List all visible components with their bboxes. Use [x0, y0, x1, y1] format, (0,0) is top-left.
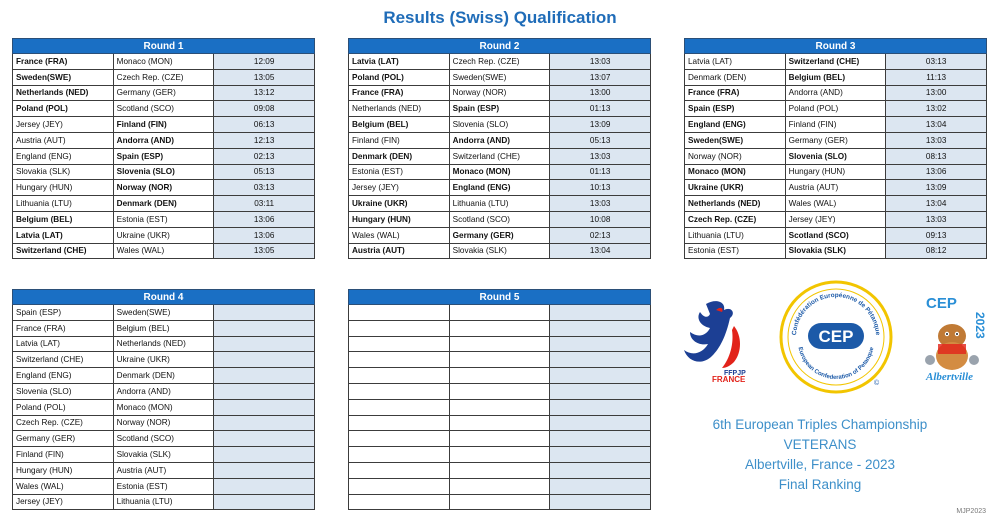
team-b: Ukraine (UKR) — [113, 352, 214, 368]
svg-text:European Confederation of Peta: European Confederation of Petanque — [796, 346, 876, 382]
team-a — [349, 320, 450, 336]
round-3-table — [684, 38, 987, 259]
team-a: Denmark (DEN) — [685, 69, 786, 85]
team-a: Denmark (DEN) — [349, 148, 450, 164]
match-row — [349, 447, 651, 463]
round-4-table — [12, 289, 315, 510]
match-score — [214, 352, 315, 368]
team-a: Latvia (LAT) — [349, 54, 450, 70]
match-score — [550, 447, 651, 463]
match-score: 13:09 — [886, 180, 987, 196]
team-b: Andorra (AND) — [113, 383, 214, 399]
match-score: 13:03 — [886, 132, 987, 148]
team-a — [349, 447, 450, 463]
match-row — [13, 352, 315, 368]
match-row — [349, 148, 651, 164]
team-a: Jersey (JEY) — [13, 494, 114, 510]
team-a — [349, 415, 450, 431]
match-score: 13:04 — [550, 243, 651, 259]
team-a: Sweden(SWE) — [685, 132, 786, 148]
championship-info — [700, 415, 940, 495]
match-row — [13, 227, 315, 243]
team-a — [349, 462, 450, 478]
team-b: Finland (FIN) — [785, 117, 886, 133]
match-score — [550, 320, 651, 336]
match-row — [13, 243, 315, 259]
round-1-table — [12, 38, 315, 259]
match-score: 10:13 — [550, 180, 651, 196]
match-row — [13, 132, 315, 148]
match-row — [685, 164, 987, 180]
match-row — [685, 117, 987, 133]
team-a: Poland (POL) — [349, 69, 450, 85]
team-a: Lithuania (LTU) — [13, 196, 114, 212]
team-a: Finland (FIN) — [349, 132, 450, 148]
team-b: Slovakia (SLK) — [113, 447, 214, 463]
match-score: 13:09 — [550, 117, 651, 133]
match-score: 05:13 — [214, 164, 315, 180]
match-row — [13, 69, 315, 85]
match-row — [685, 54, 987, 70]
match-row — [685, 148, 987, 164]
match-row — [349, 415, 651, 431]
team-a: Ukraine (UKR) — [349, 196, 450, 212]
team-a: Netherlands (NED) — [349, 101, 450, 117]
team-a: Belgium (BEL) — [349, 117, 450, 133]
team-b: Ukraine (UKR) — [113, 227, 214, 243]
team-b: England (ENG) — [449, 180, 550, 196]
team-a: Lithuania (LTU) — [685, 227, 786, 243]
team-a: Sweden(SWE) — [13, 69, 114, 85]
team-b: Slovakia (SLK) — [449, 243, 550, 259]
match-score — [214, 305, 315, 321]
match-row — [349, 101, 651, 117]
match-score: 13:03 — [550, 196, 651, 212]
match-score: 12:13 — [214, 132, 315, 148]
team-b — [449, 478, 550, 494]
match-row — [685, 227, 987, 243]
match-row — [349, 85, 651, 101]
match-score: 13:06 — [214, 227, 315, 243]
match-row — [685, 196, 987, 212]
team-b: Lithuania (LTU) — [113, 494, 214, 510]
team-b: Sweden(SWE) — [449, 69, 550, 85]
match-row — [685, 211, 987, 227]
match-score: 03:11 — [214, 196, 315, 212]
match-row — [349, 243, 651, 259]
team-a — [349, 336, 450, 352]
team-a: Jersey (JEY) — [13, 117, 114, 133]
svg-text:2023: 2023 — [973, 312, 987, 339]
match-row — [13, 101, 315, 117]
match-row — [13, 494, 315, 510]
team-b: Switzerland (CHE) — [449, 148, 550, 164]
team-a: Netherlands (NED) — [685, 196, 786, 212]
match-row — [349, 494, 651, 510]
match-row — [13, 320, 315, 336]
match-row — [685, 243, 987, 259]
team-a: Wales (WAL) — [13, 478, 114, 494]
match-row — [13, 447, 315, 463]
team-a: Austria (AUT) — [349, 243, 450, 259]
team-a: Czech Rep. (CZE) — [685, 211, 786, 227]
match-score — [214, 462, 315, 478]
match-row — [349, 336, 651, 352]
match-row — [349, 305, 651, 321]
match-score — [214, 368, 315, 384]
match-row — [13, 211, 315, 227]
match-score — [550, 383, 651, 399]
match-score: 13:04 — [886, 196, 987, 212]
round-header: Round 1 — [13, 39, 315, 54]
team-a: Wales (WAL) — [349, 227, 450, 243]
team-b: Denmark (DEN) — [113, 196, 214, 212]
match-row — [13, 164, 315, 180]
match-row — [13, 305, 315, 321]
team-b: Hungary (HUN) — [785, 164, 886, 180]
match-row — [685, 69, 987, 85]
team-b — [449, 336, 550, 352]
team-b: Belgium (BEL) — [113, 320, 214, 336]
match-row — [13, 148, 315, 164]
match-score: 09:08 — [214, 101, 315, 117]
match-row — [13, 399, 315, 415]
match-score: 13:03 — [550, 54, 651, 70]
team-a: England (ENG) — [13, 148, 114, 164]
match-row — [685, 132, 987, 148]
championship-location: Albertville, France - 2023 — [744, 457, 896, 472]
marmot-mascot-icon — [916, 290, 996, 382]
match-score — [214, 431, 315, 447]
team-a: Spain (ESP) — [685, 101, 786, 117]
match-row — [13, 431, 315, 447]
match-row — [349, 69, 651, 85]
round-header: Round 5 — [349, 290, 651, 305]
match-score: 13:06 — [214, 211, 315, 227]
match-score: 13:04 — [886, 117, 987, 133]
match-row — [349, 54, 651, 70]
match-row — [13, 85, 315, 101]
match-score — [550, 368, 651, 384]
team-b: Norway (NOR) — [449, 85, 550, 101]
team-b — [449, 320, 550, 336]
team-a — [349, 368, 450, 384]
match-row — [685, 101, 987, 117]
team-b: Monaco (MON) — [113, 399, 214, 415]
match-score: 13:00 — [886, 85, 987, 101]
match-score — [214, 399, 315, 415]
team-b: Germany (GER) — [785, 132, 886, 148]
championship-name: 6th European Triples Championship — [712, 417, 928, 432]
team-b: Estonia (EST) — [113, 211, 214, 227]
france-text: FRANCE — [712, 375, 746, 384]
team-a: Estonia (EST) — [349, 164, 450, 180]
match-row — [349, 478, 651, 494]
match-row — [349, 196, 651, 212]
team-a: Switzerland (CHE) — [13, 243, 114, 259]
match-score: 10:08 — [550, 211, 651, 227]
team-b: Spain (ESP) — [113, 148, 214, 164]
team-a: France (FRA) — [349, 85, 450, 101]
team-a: France (FRA) — [13, 320, 114, 336]
svg-text:Confédération Européenne de Pé: Confédération Européenne de Pétanque — [790, 291, 881, 336]
match-score: 05:13 — [550, 132, 651, 148]
match-row — [13, 117, 315, 133]
team-b: Scotland (SCO) — [449, 211, 550, 227]
team-b — [449, 399, 550, 415]
match-row — [349, 227, 651, 243]
match-row — [685, 85, 987, 101]
match-score: 01:13 — [550, 164, 651, 180]
match-score — [550, 462, 651, 478]
team-a: Hungary (HUN) — [13, 462, 114, 478]
team-a: Netherlands (NED) — [13, 85, 114, 101]
team-a: Belgium (BEL) — [13, 211, 114, 227]
team-b: Austria (AUT) — [785, 180, 886, 196]
team-b — [449, 305, 550, 321]
round-2-table — [348, 38, 651, 259]
match-score: 11:13 — [886, 69, 987, 85]
match-score: 13:03 — [550, 148, 651, 164]
team-b: Scotland (SCO) — [113, 101, 214, 117]
team-a: Ukraine (UKR) — [685, 180, 786, 196]
team-a: Austria (AUT) — [13, 132, 114, 148]
match-score — [214, 478, 315, 494]
team-b: Netherlands (NED) — [113, 336, 214, 352]
round-5-table — [348, 289, 651, 510]
championship-ranking: Final Ranking — [778, 477, 862, 492]
team-a: Hungary (HUN) — [13, 180, 114, 196]
team-a — [349, 383, 450, 399]
team-a: Finland (FIN) — [13, 447, 114, 463]
team-b: Switzerland (CHE) — [785, 54, 886, 70]
team-a: Jersey (JEY) — [349, 180, 450, 196]
team-a: England (ENG) — [685, 117, 786, 133]
team-a — [349, 494, 450, 510]
cep-seal-icon — [778, 279, 894, 395]
team-a: Slovenia (SLO) — [13, 383, 114, 399]
match-row — [13, 368, 315, 384]
team-b — [449, 415, 550, 431]
match-score — [550, 399, 651, 415]
team-b: Finland (FIN) — [113, 117, 214, 133]
team-a — [349, 431, 450, 447]
match-row — [685, 180, 987, 196]
team-b: Slovenia (SLO) — [113, 164, 214, 180]
match-row — [13, 462, 315, 478]
team-a: Monaco (MON) — [685, 164, 786, 180]
team-a: England (ENG) — [13, 368, 114, 384]
svg-text:CEP: CEP — [926, 295, 957, 312]
ffpjp-text: FFPJP — [724, 370, 746, 377]
team-b: Andorra (AND) — [785, 85, 886, 101]
team-b — [449, 368, 550, 384]
match-score — [214, 447, 315, 463]
match-score: 02:13 — [214, 148, 315, 164]
round-header: Round 2 — [349, 39, 651, 54]
match-score — [550, 305, 651, 321]
team-b: Jersey (JEY) — [785, 211, 886, 227]
team-a: Poland (POL) — [13, 101, 114, 117]
team-b: Germany (GER) — [113, 85, 214, 101]
match-row — [349, 211, 651, 227]
match-row — [349, 320, 651, 336]
team-a: France (FRA) — [685, 85, 786, 101]
match-score — [214, 336, 315, 352]
team-b: Slovenia (SLO) — [449, 117, 550, 133]
team-b — [449, 447, 550, 463]
team-b: Czech Rep. (CZE) — [113, 69, 214, 85]
match-score: 13:12 — [214, 85, 315, 101]
match-row — [13, 478, 315, 494]
team-a: Norway (NOR) — [685, 148, 786, 164]
match-score: 13:03 — [886, 211, 987, 227]
match-score — [214, 415, 315, 431]
team-b: Wales (WAL) — [113, 243, 214, 259]
team-a: Estonia (EST) — [685, 243, 786, 259]
match-score: 02:13 — [550, 227, 651, 243]
team-b: Andorra (AND) — [113, 132, 214, 148]
match-row — [349, 164, 651, 180]
team-a: Latvia (LAT) — [685, 54, 786, 70]
team-b — [449, 431, 550, 447]
match-score: 13:00 — [550, 85, 651, 101]
match-row — [349, 132, 651, 148]
team-b: Spain (ESP) — [449, 101, 550, 117]
team-a — [349, 478, 450, 494]
match-row — [349, 117, 651, 133]
team-a — [349, 399, 450, 415]
match-row — [349, 352, 651, 368]
team-a: Latvia (LAT) — [13, 336, 114, 352]
team-b: Denmark (DEN) — [113, 368, 214, 384]
match-row — [13, 180, 315, 196]
team-b: Scotland (SCO) — [113, 431, 214, 447]
team-b: Monaco (MON) — [449, 164, 550, 180]
match-score: 09:13 — [886, 227, 987, 243]
team-b: Czech Rep. (CZE) — [449, 54, 550, 70]
match-score: 13:05 — [214, 69, 315, 85]
match-score — [550, 494, 651, 510]
team-a: Latvia (LAT) — [13, 227, 114, 243]
match-score: 03:13 — [214, 180, 315, 196]
match-score: 08:13 — [886, 148, 987, 164]
match-score: 13:05 — [214, 243, 315, 259]
match-row — [349, 462, 651, 478]
match-score — [214, 383, 315, 399]
team-b: Estonia (EST) — [113, 478, 214, 494]
team-b: Norway (NOR) — [113, 415, 214, 431]
match-row — [13, 383, 315, 399]
match-row — [349, 431, 651, 447]
team-b: Lithuania (LTU) — [449, 196, 550, 212]
team-b — [449, 352, 550, 368]
team-a: Slovakia (SLK) — [13, 164, 114, 180]
team-b: Slovakia (SLK) — [785, 243, 886, 259]
team-b: Belgium (BEL) — [785, 69, 886, 85]
team-a: Germany (GER) — [13, 431, 114, 447]
match-score — [550, 352, 651, 368]
team-a: Switzerland (CHE) — [13, 352, 114, 368]
round-header: Round 3 — [685, 39, 987, 54]
svg-text:©: © — [874, 380, 880, 387]
team-b: Wales (WAL) — [785, 196, 886, 212]
team-a: Spain (ESP) — [13, 305, 114, 321]
match-row — [349, 180, 651, 196]
match-score: 12:09 — [214, 54, 315, 70]
signature: MJP2023 — [956, 508, 986, 515]
match-score — [214, 494, 315, 510]
match-score: 06:13 — [214, 117, 315, 133]
match-score: 13:07 — [550, 69, 651, 85]
team-b: Norway (NOR) — [113, 180, 214, 196]
match-score: 03:13 — [886, 54, 987, 70]
team-a: Czech Rep. (CZE) — [13, 415, 114, 431]
match-score — [550, 478, 651, 494]
match-score — [550, 415, 651, 431]
match-score — [550, 431, 651, 447]
team-b: Austria (AUT) — [113, 462, 214, 478]
team-b: Germany (GER) — [449, 227, 550, 243]
team-a: France (FRA) — [13, 54, 114, 70]
match-row — [13, 415, 315, 431]
round-header: Round 4 — [13, 290, 315, 305]
rooster-icon — [676, 296, 748, 384]
match-score — [550, 336, 651, 352]
match-score: 01:13 — [550, 101, 651, 117]
match-row — [349, 368, 651, 384]
team-b — [449, 494, 550, 510]
svg-text:Albertville: Albertville — [926, 371, 974, 382]
match-row — [349, 399, 651, 415]
championship-category: VETERANS — [783, 437, 857, 452]
team-a — [349, 352, 450, 368]
team-b: Slovenia (SLO) — [785, 148, 886, 164]
match-row — [13, 196, 315, 212]
match-row — [13, 336, 315, 352]
match-score: 08:12 — [886, 243, 987, 259]
match-score — [214, 320, 315, 336]
team-b — [449, 383, 550, 399]
team-b: Monaco (MON) — [113, 54, 214, 70]
cep-abbr: CEP — [818, 327, 854, 346]
team-b: Poland (POL) — [785, 101, 886, 117]
team-b: Sweden(SWE) — [113, 305, 214, 321]
team-b: Andorra (AND) — [449, 132, 550, 148]
team-a: Poland (POL) — [13, 399, 114, 415]
match-score: 13:02 — [886, 101, 987, 117]
match-score: 13:06 — [886, 164, 987, 180]
match-row — [13, 54, 315, 70]
team-a — [349, 305, 450, 321]
page-title: Results (Swiss) Qualification — [383, 8, 617, 27]
team-b — [449, 462, 550, 478]
team-b: Scotland (SCO) — [785, 227, 886, 243]
team-a: Hungary (HUN) — [349, 211, 450, 227]
match-row — [349, 383, 651, 399]
